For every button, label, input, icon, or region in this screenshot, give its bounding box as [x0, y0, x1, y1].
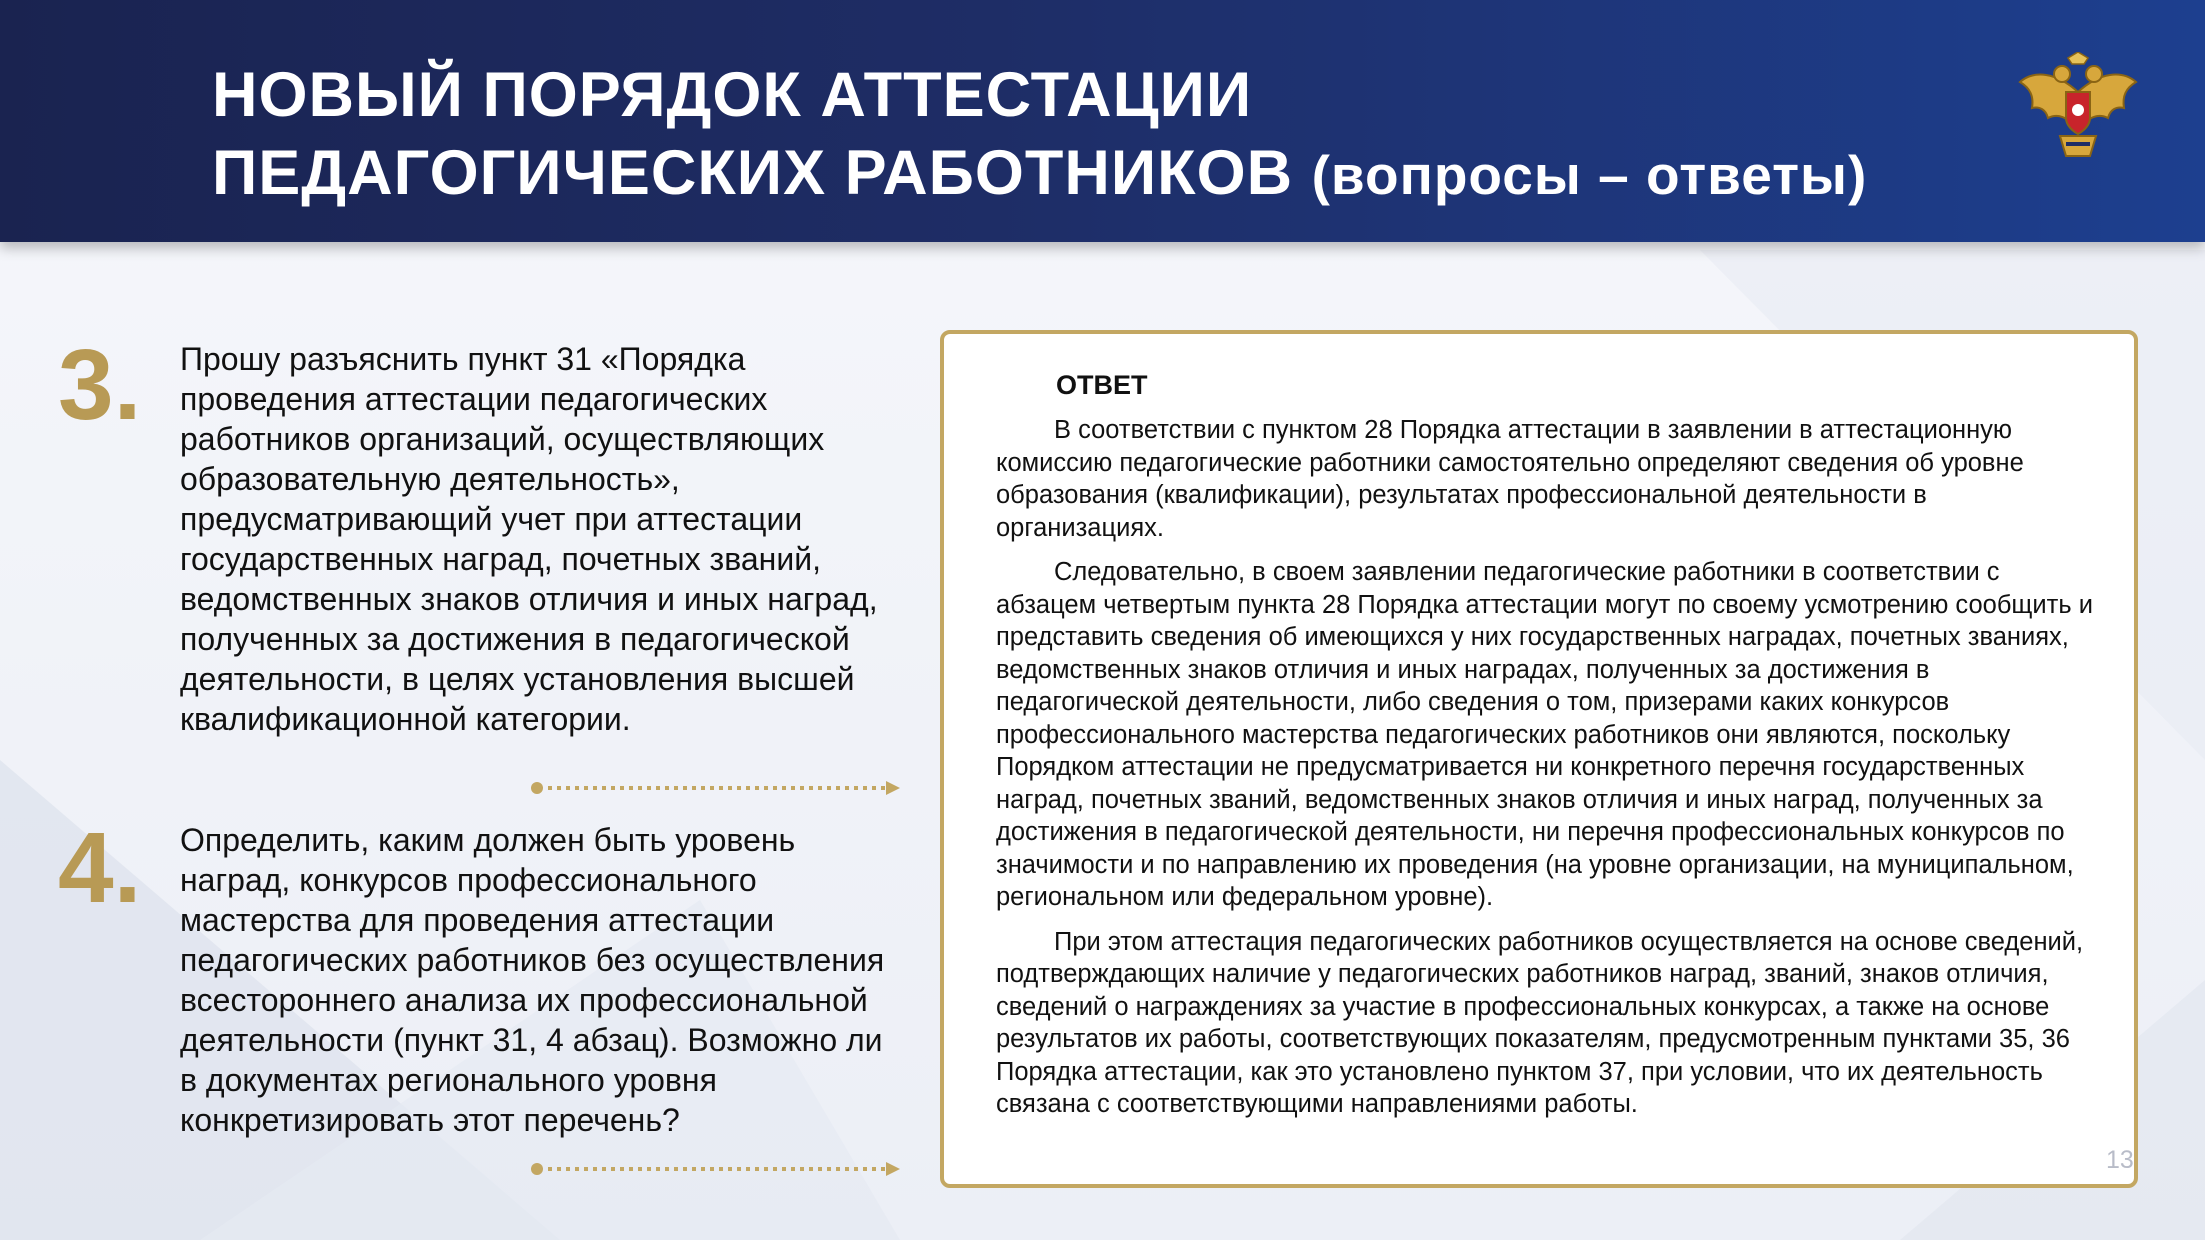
- question-text-3: Прошу разъяснить пункт 31 «Порядка проведения аттестации педагогических работников организаций, осуществляющих образовательную деятельность», предусматривающий учет при аттестации государственных наград, почетных званий, ведомственных знаков отличия и иных наград, полученных за достижения в педагогической деятельности, в целях установления высшей квалификационной категории.: [180, 341, 878, 737]
- answer-paragraph: При этом аттестация педагогических работников осуществляется на основе сведений, подтверждающих наличие у педагогических работников наград, званий, знаков отличия, сведений о награждениях за участие в профессиональных конкурсах, а также на основе результатов их работы, соответствующих показателям, предусмотренным пунктами 35, 36 Порядка аттестации, как это установлено пунктом 37, при условии, что их деятельность связана с соответствующими направлениями работы.: [996, 927, 2084, 1118]
- question-number-4: 4.: [58, 812, 142, 924]
- slide-title: [212, 56, 1867, 214]
- title-line-2: [212, 134, 1867, 214]
- title-line-1: НОВЫЙ ПОРЯДОК АТТЕСТАЦИИ: [212, 60, 1253, 130]
- title-line-2-main: ПЕДАГОГИЧЕСКИХ РАБОТНИКОВ: [212, 138, 1294, 208]
- question-number-3: 3.: [58, 329, 142, 441]
- dotted-arrow-icon: [530, 1159, 902, 1179]
- answer-paragraph: В соответствии с пунктом 28 Порядка аттестации в заявлении в аттестационную комиссию педагогические работники самостоятельно определяют сведения об уровне образования (квалификации), результатах профессиональной деятельности в организациях.: [996, 416, 2024, 542]
- double-headed-eagle-emblem-icon: [2016, 52, 2140, 162]
- page-number: 13: [2106, 1146, 2134, 1174]
- question-text-4: Определить, каким должен быть уровень наград, конкурсов профессионального мастерства для проведения аттестации педагогических работников без осуществления всестороннего анализа их профессиональной деятельности (пункт 31, 4 абзац). Возможно ли в документах регионального уровня конкретизировать этот перечень?: [180, 822, 885, 1138]
- answer-box: [940, 330, 2138, 1188]
- title-line-2-sub: (вопросы – ответы): [1311, 144, 1868, 206]
- answer-body: [996, 414, 2100, 1133]
- answer-paragraph: Следовательно, в своем заявлении педагогические работники в соответствии с абзацем четвертым пункта 28 Порядка аттестации могут по своему усмотрению сообщить и представить сведения об имеющихся у них государственных наградах, почетных званиях, ведомственных знаков отличия и иных наградах, полученных за достижения в педагогической деятельности, либо сведения о том, призерами каких конкурсов профессионального мастерства педагогических работников они являются, поскольку Порядком аттестации не предусматривается ни конкретного перечня государственных наград, почетных званий, ведомственных знаков отличия и иных наград, полученных за достижения в педагогической деятельности, ни перечня профессиональных конкурсов по значимости и по направлению их проведения (на уровне организации, на муниципальном, региональном или федеральном уровне).: [996, 558, 2093, 911]
- dotted-arrow-icon: [530, 778, 902, 798]
- header-bar: [0, 0, 2205, 242]
- answer-title: ОТВЕТ: [1056, 370, 1148, 400]
